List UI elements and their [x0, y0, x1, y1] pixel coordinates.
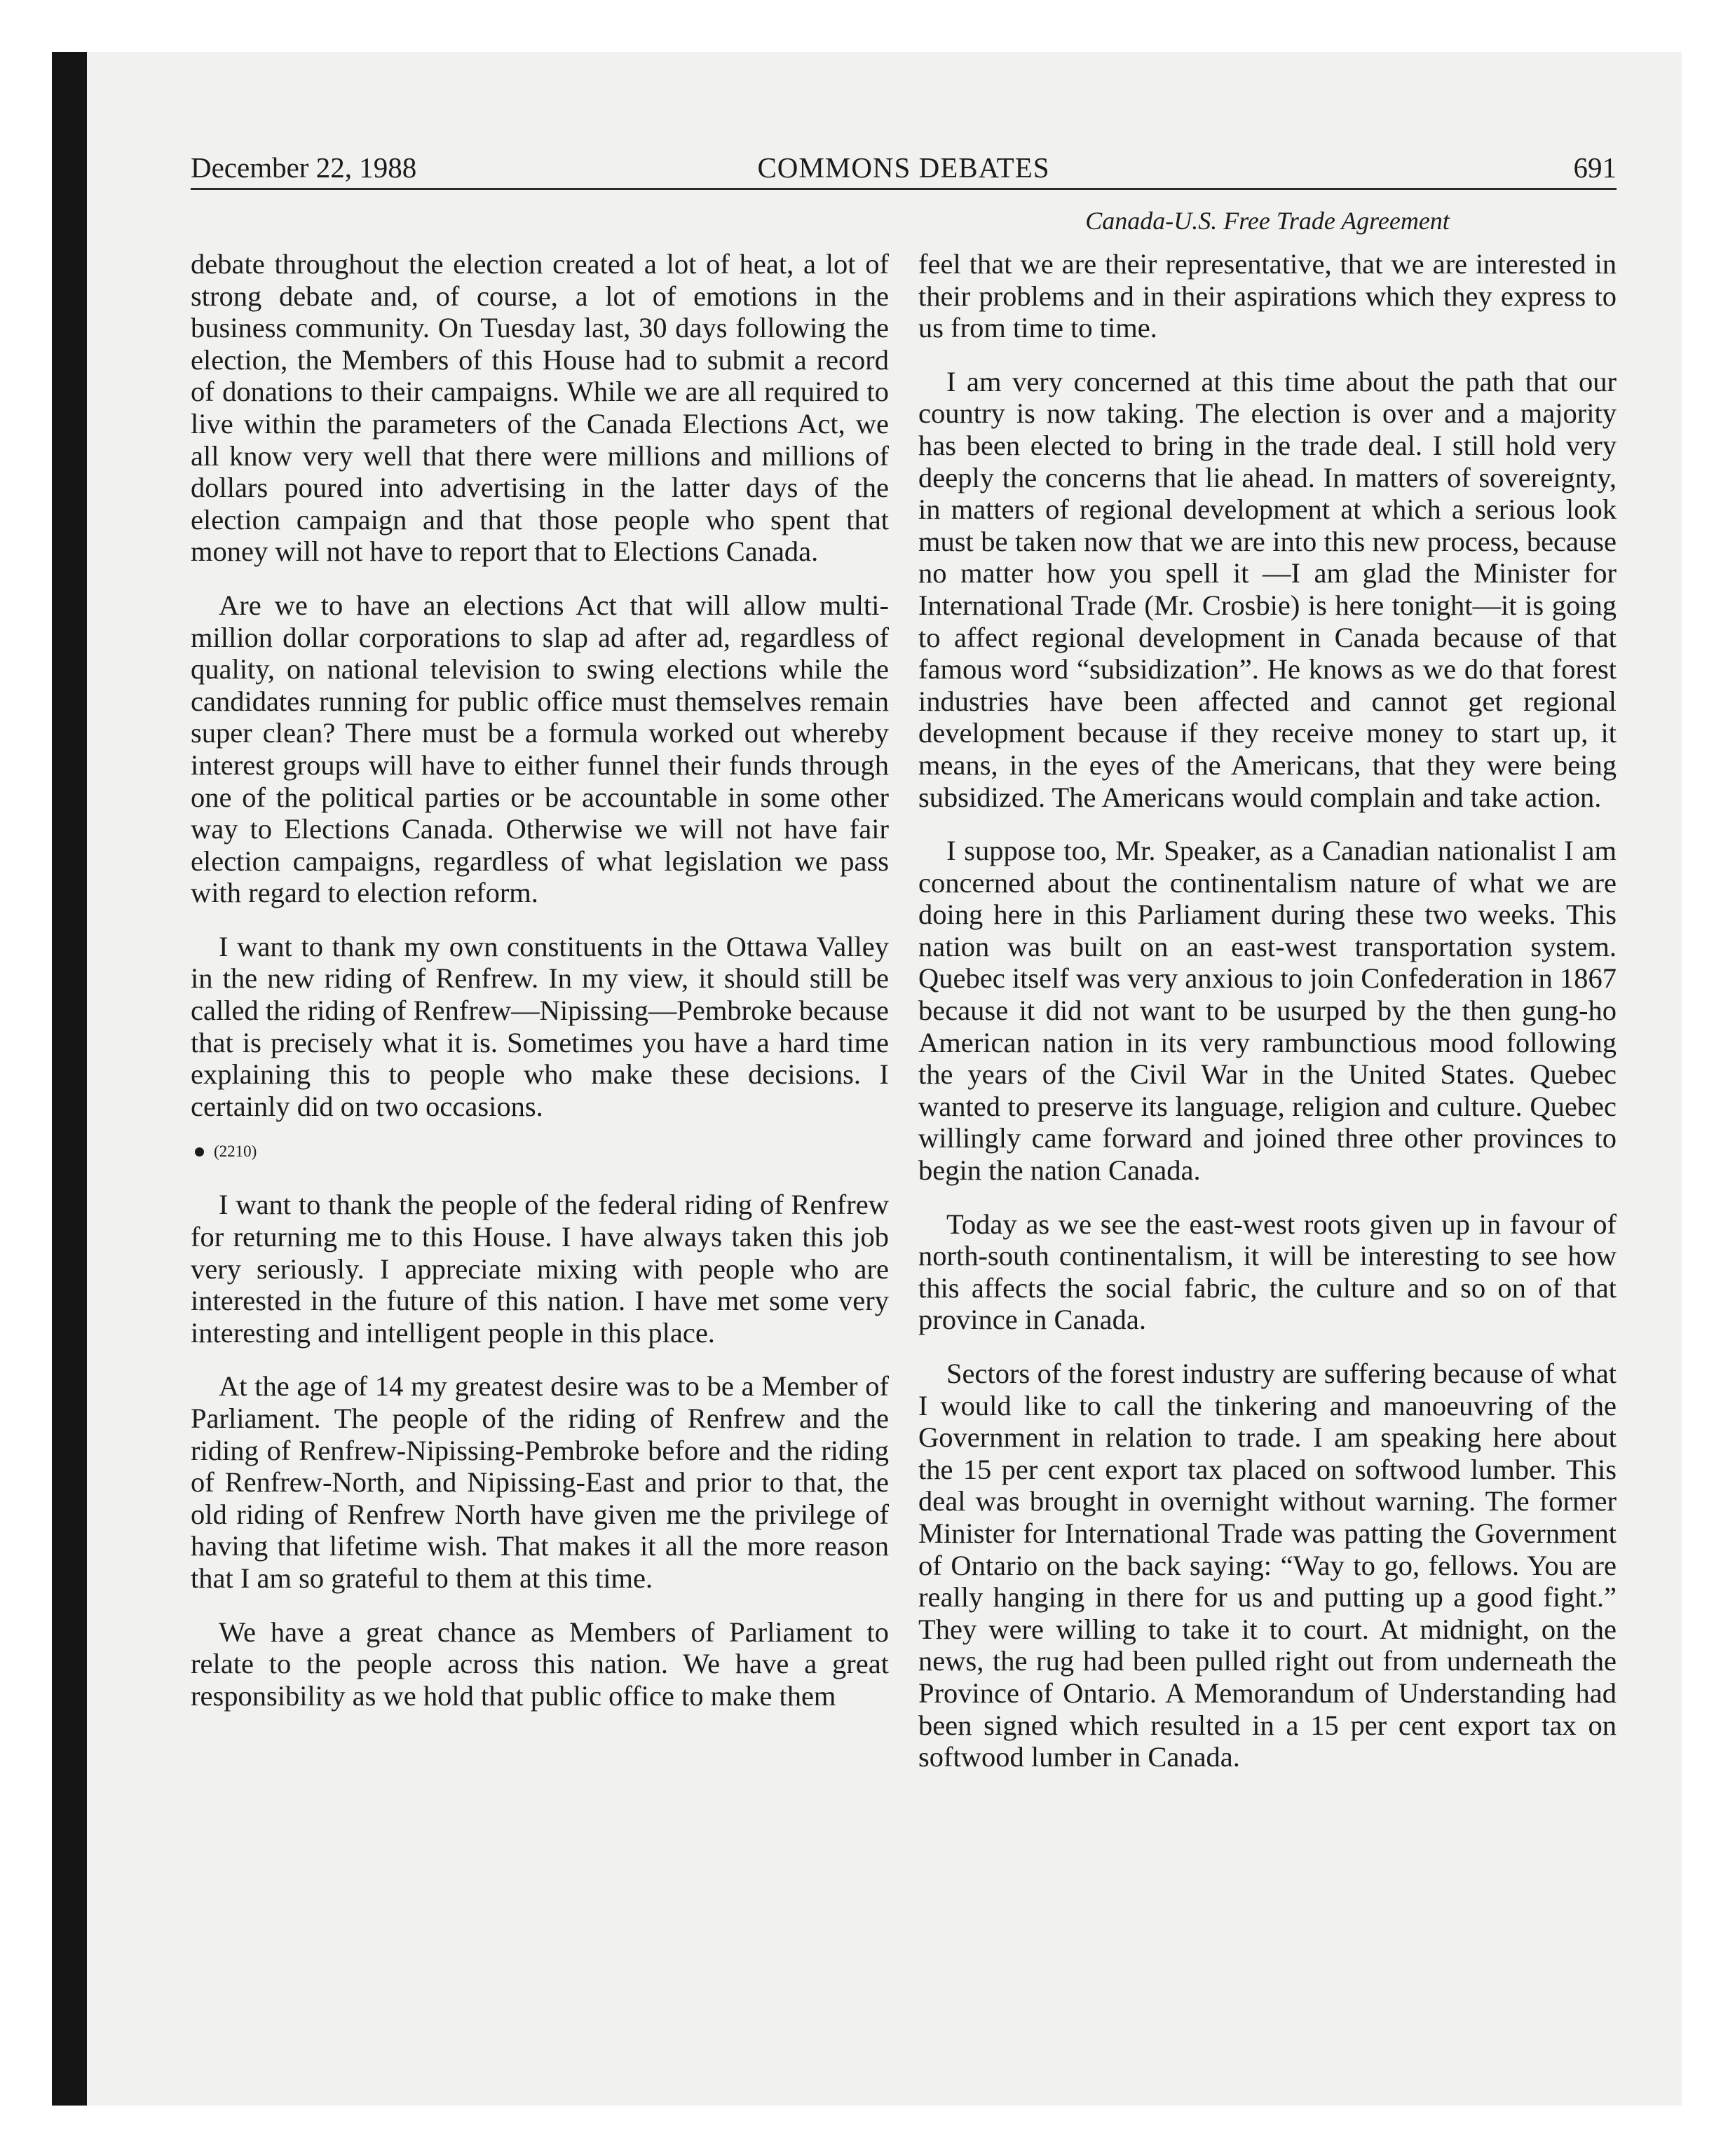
header-rule: [191, 188, 1617, 190]
publication-title: COMMONS DEBATES: [757, 151, 1050, 184]
paragraph: Are we to have an elections Act that will allow multi-million dollar corporations to slap ad after ad, regardless of quality, on national television to swing elections while the candidates running for public office must themselves remain super clean? There must be a formula worked out whereby interest groups will have to either funnel their funds through one of the political parties or be accountable in some other way to Elections Canada. Otherwise we will not have fair election campaigns, regardless of what legislation we pass with regard to election reform.: [191, 589, 889, 909]
paragraph: feel that we are their representative, that we are interested in their problems and in their aspirations which they express to us from time to time.: [918, 248, 1617, 344]
paragraph: I want to thank the people of the federal riding of Renfrew for returning me to this House. I have always taken this job very seriously. I appreciate mixing with people who are interested in the future of this nation. I have met some very interesting and intelligent people in this place.: [191, 1189, 889, 1349]
bullet-icon: [195, 1147, 204, 1157]
running-head: [191, 149, 1617, 186]
paragraph: I am very concerned at this time about the path that our country is now taking. The election is over and a majority has been elected to bring in the trade deal. I still hold very deeply the concerns that lie ahead. In matters of sovereignty, in matters of regional development at which a serious look must be taken now that we are into this new process, because no matter how you spell it —I am glad the Minister for International Trade (Mr. Crosbie) is here tonight—it is going to affect regional development in Canada because of that famous word “subsidization”. He knows as we do that forest industries have been affected and cannot get regional development because if they receive money to start up, it means, in the eyes of the Americans, that they were being subsidized. The Americans would complain and take action.: [918, 365, 1617, 813]
paragraph: Sectors of the forest industry are suffering because of what I would like to call the tinkering and manoeuvring of the Government in relation to trade. I am speaking here about the 15 per cent export tax placed on softwood lumber. This deal was brought in overnight without warning. The former Minister for International Trade was patting the Government of Ontario on the back saying: “Way to go, fellows. You are really hanging in there for us and putting up a good fight.” They were willing to take it to court. At midnight, on the news, the rug had been pulled right out from underneath the Province of Ontario. A Memorandum of Understanding had been signed which resulted in a 15 per cent export tax on softwood lumber in Canada.: [918, 1358, 1617, 1773]
paragraph: debate throughout the election created a lot of heat, a lot of strong debate and, of course, a lot of emotions in the business community. On Tuesday last, 30 days following the election, the Members of this House had to submit a record of donations to their campaigns. While we are all required to live within the parameters of the Canada Elections Act, we all know very well that there were millions and millions of dollars poured into advertising in the latter days of the election campaign and that those people who spent that money will not have to report that to Elections Canada.: [191, 248, 889, 568]
page-number: 691: [1573, 151, 1617, 184]
paragraph: I suppose too, Mr. Speaker, as a Canadian nationalist I am concerned about the continentalism nature of what we are doing here in this Parliament during these two weeks. This nation was built on an east-west transportation system. Quebec itself was very anxious to join Confederation in 1867 because it did not want to be usurped by the then gung-ho American nation in its very rambunctious mood following the years of the Civil War in the United States. Quebec wanted to preserve its language, religion and culture. Quebec willingly came forward and joined three other provinces to begin the nation Canada.: [918, 835, 1617, 1187]
section-title: Canada-U.S. Free Trade Agreement: [1085, 207, 1450, 235]
paragraph: At the age of 14 my greatest desire was to be a Member of Parliament. The people of the riding of Renfrew and the riding of Renfrew-Nipissing-Pembroke before and the riding of Renfrew-North, and Nipissing-East and prior to that, the old riding of Renfrew North have given me the privilege of having that lifetime wish. That makes it all the more reason that I am so grateful to them at this time.: [191, 1370, 889, 1594]
right-column: [918, 248, 1617, 1773]
paragraph: We have a great chance as Members of Parliament to relate to the people across this nation. We have a great responsibility as we hold that public office to make them: [191, 1616, 889, 1712]
scan-binding-edge: [52, 52, 87, 2106]
paragraph: I want to thank my own constituents in the Ottawa Valley in the new riding of Renfrew. In my view, it should still be called the riding of Renfrew—Nipissing—Pembroke because that is precisely what it is. Sometimes you have a hard time explaining this to people who make these decisions. I certainly did on two occasions.: [191, 930, 889, 1122]
time-stamp: [191, 1141, 889, 1162]
paragraph: Today as we see the east-west roots given up in favour of north-south continentalism, it will be interesting to see how this affects the social fabric, the culture and so on of that province in Canada.: [918, 1208, 1617, 1336]
time-stamp-text: (2210): [214, 1142, 257, 1161]
left-column: [191, 248, 889, 1712]
page-date: December 22, 1988: [191, 151, 417, 184]
